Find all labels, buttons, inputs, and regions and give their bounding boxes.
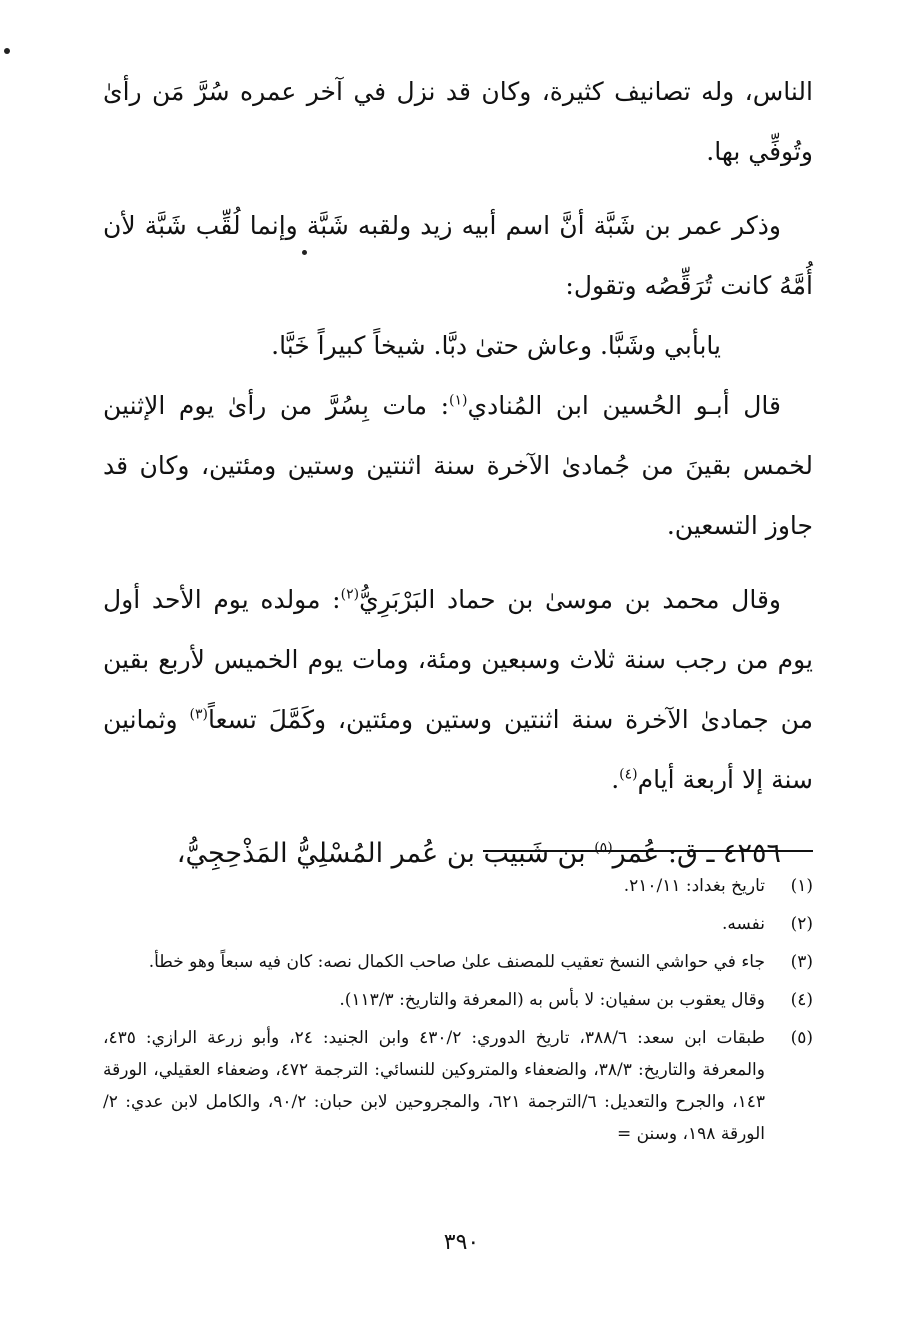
footnote-number: (١): [790, 876, 813, 896]
paragraph-4-text-b: : مولده يوم الأحد أول يوم من رجب سنة ثلاث وسبعين ومئة، ومات يوم الخميس لأربع بقين من جمادىٰ الآخرة سنة اثنتين وستين ومئتين، وكَمَّلَ تسعاً: [103, 585, 813, 734]
footnote-5: [103, 1022, 813, 1150]
paragraph-3-text-b: : مات بِسُرَّ من رأىٰ يوم الإثنين لخمس بقينَ من جُمادىٰ الآخرة سنة اثنتين وستين ومئتين، وكان قد جاوز التسعين.: [103, 391, 813, 540]
footnote-number: (٢): [790, 914, 813, 934]
paragraph-3: [103, 376, 813, 556]
footnote-separator: [483, 850, 813, 852]
scan-speck: [302, 250, 307, 255]
footnote-ref-3[interactable]: (٣): [189, 706, 208, 723]
footnote-2: [103, 908, 813, 940]
paragraph-1: [103, 62, 813, 182]
footnote-ref-1[interactable]: (١): [449, 392, 468, 409]
footnote-text: تاريخ بغداد: ٢١٠/١١.: [623, 876, 765, 896]
footnote-number: (٤): [790, 990, 813, 1010]
footnote-text: نفسه.: [721, 914, 765, 934]
entry-heading-text-a: ٤٢٥٦ ـ ق: عُمر: [612, 838, 781, 869]
paragraph-4-text-c: وثمانين سنة إلا أربعة أيام: [103, 705, 813, 794]
paragraph-1-text: الناس، وله تصانيف كثيرة، وكان قد نزل في آخر عمره سُرَّ مَن رأىٰ وتُوفِّي بها.: [103, 77, 813, 166]
footnote-text: جاء في حواشي النسخ تعقيب للمصنف علىٰ صاحب الكمال نصه: كان فيه سبعاً وهو خطأ.: [148, 952, 765, 972]
footnote-ref-5[interactable]: (٥): [594, 840, 613, 856]
footnote-ref-4[interactable]: (٤): [619, 766, 638, 783]
footnote-text: طبقات ابن سعد: ٣٨٨/٦، تاريخ الدوري: ٤٣٠/٢ وابن الجنيد: ٢٤، وأبو زرعة الرازي: ٤٣٥، والمعرفة والتاريخ: ٣٨/٣، والضعفاء والمتروكين للنسائي: الترجمة ٤٧٢، وضعفاء العقيلي، الورقة ١٤٣، والجرح والتعديل: ٦/الترجمة ٦٢١، والمجروحين لابن حبان: ٩٠/٢، والكامل لابن عدي: ٢/الورقة ١٩٨، وسنن =: [103, 1028, 765, 1144]
footnote-4: [103, 984, 813, 1016]
paragraph-4: [103, 570, 813, 810]
footnotes: [103, 870, 813, 1156]
footnote-text: وقال يعقوب بن سفيان: لا بأس به (المعرفة والتاريخ: ١١٣/٣).: [339, 990, 765, 1010]
footnote-3: [103, 946, 813, 978]
scan-speck: [4, 48, 10, 54]
main-text: [103, 62, 813, 884]
paragraph-4-text-d: .: [611, 765, 620, 794]
footnote-ref-2[interactable]: (٢): [340, 586, 360, 603]
entry-heading-text-b: بن شَبيب بن عُمر المُسْلِيُّ المَذْحِجِيُّ،: [176, 838, 595, 869]
poem-line: [103, 316, 813, 376]
poem-text: يابأبي وشَبَّا. وعاش حتىٰ دبَّا. شيخاً كبيراً خَبَّا.: [271, 331, 721, 360]
paragraph-2: [103, 196, 813, 316]
paragraph-3-text-a: قال أبـو الحُسين ابن المُنادي: [467, 391, 782, 420]
footnote-1: [103, 870, 813, 902]
footnote-number: (٣): [790, 952, 813, 972]
footnote-number: (٥): [790, 1028, 813, 1048]
page-number: ٣٩٠: [443, 1230, 480, 1255]
paragraph-4-text-a: وقال محمد بن موسىٰ بن حماد البَرْبَرِيُّ: [359, 585, 781, 614]
paragraph-2-text: وذكر عمر بن شَبَّة أنَّ اسم أبيه زيد ولقبه شَبَّة وإنما لُقِّب شَبَّة لأن أُمَّهُ كانت تُرَقِّصُه وتقول:: [103, 211, 813, 300]
